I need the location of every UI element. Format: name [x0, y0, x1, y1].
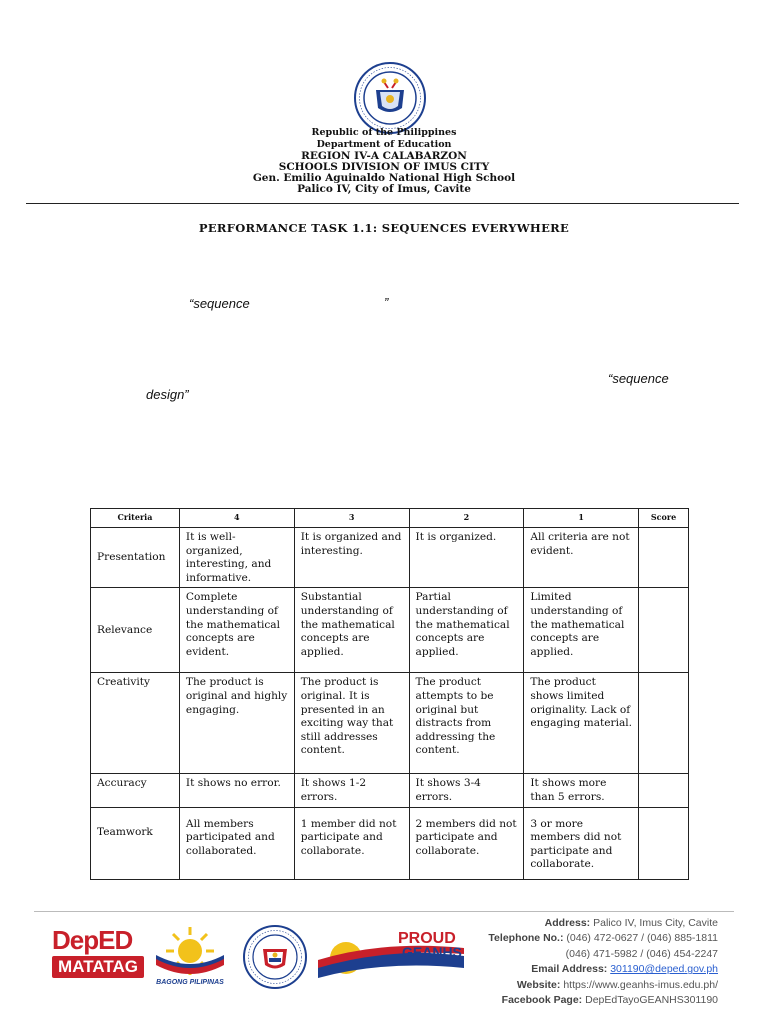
- level-3-cell: 1 member did not participate and collaborate.: [294, 807, 409, 879]
- level-2-cell: It is organized.: [409, 528, 524, 588]
- level-3-cell: The product is original. It is presented in an exciting way that still addresses content.: [294, 673, 409, 774]
- footer-facebook-line: [488, 993, 718, 1008]
- level-3-cell: It is organized and interesting.: [294, 528, 409, 588]
- footer-telephone-line-2: (046) 471-5982 / (046) 454-2247: [565, 947, 718, 960]
- body-fragment-design-close: design”: [146, 387, 189, 402]
- header-divider: [26, 203, 739, 204]
- level-1-cell: It shows more than 5 errors.: [524, 774, 639, 807]
- bagong-pilipinas-logo: [148, 925, 232, 987]
- footer-divider: [34, 911, 734, 912]
- score-cell[interactable]: [639, 673, 689, 774]
- telephone-value-1: (046) 472-0627 / (046) 885-1811: [566, 932, 718, 945]
- table-row: [91, 807, 689, 879]
- level-2-cell: The product attempts to be original but distracts from addressing the content.: [409, 673, 524, 774]
- level-3-cell: It shows 1-2 errors.: [294, 774, 409, 807]
- criteria-cell: Teamwork: [91, 807, 180, 879]
- table-row: [91, 588, 689, 673]
- level-2-cell: 2 members did not participate and collaborate.: [409, 807, 524, 879]
- header-score-3: 3: [294, 509, 409, 528]
- score-cell[interactable]: [639, 807, 689, 879]
- header-criteria: Criteria: [91, 509, 180, 528]
- email-link[interactable]: 301190@deped.gov.ph: [610, 963, 718, 976]
- footer-address-line: [488, 916, 718, 931]
- criteria-cell: Accuracy: [91, 774, 180, 807]
- header-region: REGION IV-A CALABARZON: [301, 150, 467, 162]
- level-1-cell: Limited understanding of the mathematical concepts are applied.: [524, 588, 639, 673]
- table-row: [91, 673, 689, 774]
- email-label: Email Address:: [531, 963, 608, 976]
- body-fragment-sequence-design-open: “sequence: [608, 371, 669, 386]
- table-row: [91, 774, 689, 807]
- bagong-pilipinas-text: BAGONG PILIPINAS: [156, 979, 224, 986]
- score-cell[interactable]: [639, 528, 689, 588]
- footer-contact-block: [488, 916, 718, 1008]
- level-3-cell: Substantial understanding of the mathematical concepts are applied.: [294, 588, 409, 673]
- footer-telephone-line: [488, 931, 718, 946]
- bagong-pilipinas-sun-icon: [148, 925, 232, 975]
- header-school-address: Palico IV, City of Imus, Cavite: [297, 183, 471, 195]
- address-label: Address:: [544, 917, 591, 929]
- footer-website-line: [488, 978, 718, 993]
- website-label: Website:: [516, 978, 561, 991]
- school-seal-logo: [243, 925, 307, 989]
- score-cell[interactable]: [639, 588, 689, 673]
- rubric-table: [90, 508, 689, 880]
- level-4-cell: The product is original and highly engaging.: [179, 673, 294, 774]
- level-2-cell: It shows 3-4 errors.: [409, 774, 524, 807]
- table-row: [91, 528, 689, 588]
- criteria-cell: Creativity: [91, 673, 180, 774]
- facebook-value: DepEdTayoGEANHS301190: [585, 994, 718, 1007]
- score-cell[interactable]: [639, 774, 689, 807]
- level-4-cell: Complete understanding of the mathematical concepts are evident.: [179, 588, 294, 673]
- body-fragment-quote-close: ”: [384, 295, 389, 310]
- level-4-cell: It is well-organized, interesting, and informative.: [179, 528, 294, 588]
- criteria-cell: Presentation: [91, 528, 180, 588]
- proud-geanhs-logo: [314, 926, 464, 988]
- header-score-2: 2: [409, 509, 524, 528]
- address-value: Palico IV, Imus City, Cavite: [593, 917, 718, 929]
- level-4-cell: It shows no error.: [179, 774, 294, 807]
- footer-email-line: [488, 962, 718, 977]
- header-republic: Republic of the Philippines: [311, 127, 457, 138]
- header-school: Gen. Emilio Aguinaldo National High School: [252, 172, 516, 184]
- header-department: Department of Education: [316, 139, 452, 150]
- deped-seal-logo: [354, 62, 426, 134]
- level-1-cell: The product shows limited originality. Lack of engaging material.: [524, 673, 639, 774]
- header-score: Score: [639, 509, 689, 528]
- deped-wordmark: DepED: [52, 925, 133, 955]
- deped-matatag-logo: [52, 926, 144, 988]
- criteria-cell: Relevance: [91, 588, 180, 673]
- header-score-1: 1: [524, 509, 639, 528]
- body-fragment-sequence-open: “sequence: [189, 296, 250, 311]
- matatag-wordmark: MATATAG: [52, 956, 144, 978]
- level-2-cell: Partial understanding of the mathematical concepts are applied.: [409, 588, 524, 673]
- website-value[interactable]: https://www.geanhs-imus.edu.ph/: [563, 978, 718, 991]
- geanhs-text: GEANHS: [402, 944, 462, 960]
- telephone-label: Telephone No.:: [488, 932, 564, 945]
- rubric-header-row: [91, 509, 689, 528]
- level-1-cell: 3 or more members did not participate and collaborate.: [524, 807, 639, 879]
- facebook-label: Facebook Page:: [501, 994, 583, 1007]
- header-division: SCHOOLS DIVISION OF IMUS CITY: [278, 161, 490, 173]
- level-1-cell: All criteria are not evident.: [524, 528, 639, 588]
- level-4-cell: All members participated and collaborated.: [179, 807, 294, 879]
- task-title: PERFORMANCE TASK 1.1: SEQUENCES EVERYWHERE: [198, 221, 570, 235]
- header-score-4: 4: [179, 509, 294, 528]
- proud-text: PROUD: [398, 930, 456, 947]
